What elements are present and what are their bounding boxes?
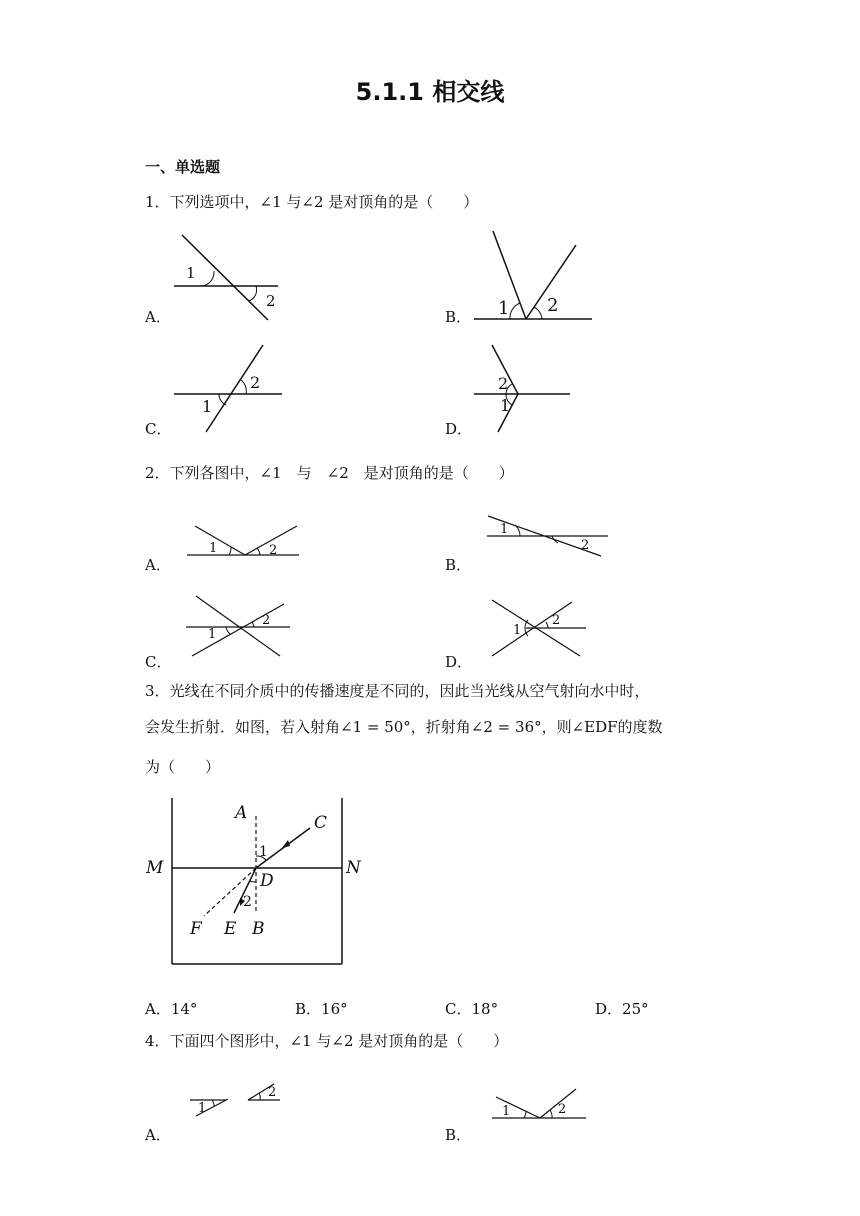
question-3-line-3: 为（ ） [145,758,221,776]
point-c-label: C [314,813,328,833]
angle-2-label: 2 [552,613,561,628]
q3-option-c[interactable]: C．18° [445,1000,499,1018]
q2-figure-a [185,522,305,562]
angle-1-label: 1 [186,264,196,282]
q2-figure-b [484,512,614,562]
q2-option-c-label[interactable]: C． [145,653,172,671]
question-1-stem: 1．下列选项中，∠1 与∠2 是对顶角的是（ ） [145,193,479,211]
angle-2-label: 2 [266,292,276,310]
q1-option-b-label[interactable]: B． [445,308,472,326]
question-3-line-2: 会发生折射．如图，若入射角∠1 = 50°，折射角∠2 = 36°，则∠EDF的度数 [145,718,663,736]
angle-2-label: 2 [268,1085,277,1100]
angle-1-label: 1 [500,522,509,537]
angle-2-label: 2 [269,543,278,558]
angle-1-label: 1 [498,298,510,319]
point-e-label: E [224,919,237,939]
page-title: 5.1.1 相交线 [355,78,505,106]
q1-option-d-label[interactable]: D． [445,420,473,438]
question-2-stem: 2．下列各图中，∠1 与 ∠2 是对顶角的是（ ） [145,464,514,482]
q3-option-b[interactable]: B．16° [295,1000,348,1018]
section-heading: 一、单选题 [145,158,221,176]
q4-figure-a [186,1080,286,1125]
angle-1-label: 1 [209,541,218,556]
point-n-label: N [346,858,361,878]
point-d-label: D [260,871,274,891]
angle-1-label: 1 [502,1104,511,1119]
angle-1-label: 1 [198,1101,207,1116]
question-3-line-1: 3．光线在不同介质中的传播速度是不同的，因此当光线从空气射向水中时， [145,682,650,700]
point-b-label: B [252,919,265,939]
q1-option-a-label[interactable]: A． [145,308,171,326]
angle-1-label: 1 [259,844,268,860]
q1-option-c-label[interactable]: C． [145,420,172,438]
q2-figure-d [486,596,596,661]
q2-option-d-label[interactable]: D． [445,653,473,671]
q1-figure-d [470,342,580,437]
q1-figure-b [470,228,600,323]
q3-option-a[interactable]: A．14° [145,1000,198,1018]
question-4-stem: 4．下面四个图形中，∠1 与∠2 是对顶角的是（ ） [145,1032,509,1050]
point-f-label: F [190,919,202,939]
angle-1-label: 1 [500,396,511,415]
q3-option-d[interactable]: D．25° [595,1000,649,1018]
angle-2-label: 2 [547,295,559,316]
q4-option-a-label[interactable]: A． [145,1126,171,1144]
angle-2-label: 2 [262,613,271,628]
angle-2-label: 2 [581,538,590,553]
point-m-label: M [146,858,164,878]
angle-2-label: 2 [558,1102,567,1117]
q1-figure-a [170,230,290,325]
q4-option-b-label[interactable]: B． [445,1126,472,1144]
q3-refraction-figure [142,796,372,971]
q2-option-b-label[interactable]: B． [445,556,472,574]
angle-1-label: 1 [208,627,217,642]
q1-figure-c [170,342,290,437]
q2-option-a-label[interactable]: A． [145,556,171,574]
point-a-label: A [235,803,248,823]
q2-figure-c [184,594,294,659]
angle-1-label: 1 [202,397,213,416]
angle-2-label: 2 [243,894,252,910]
angle-2-label: 2 [250,373,261,392]
q4-figure-b [490,1085,590,1125]
angle-2-label: 2 [498,374,509,393]
angle-1-label: 1 [513,623,522,638]
